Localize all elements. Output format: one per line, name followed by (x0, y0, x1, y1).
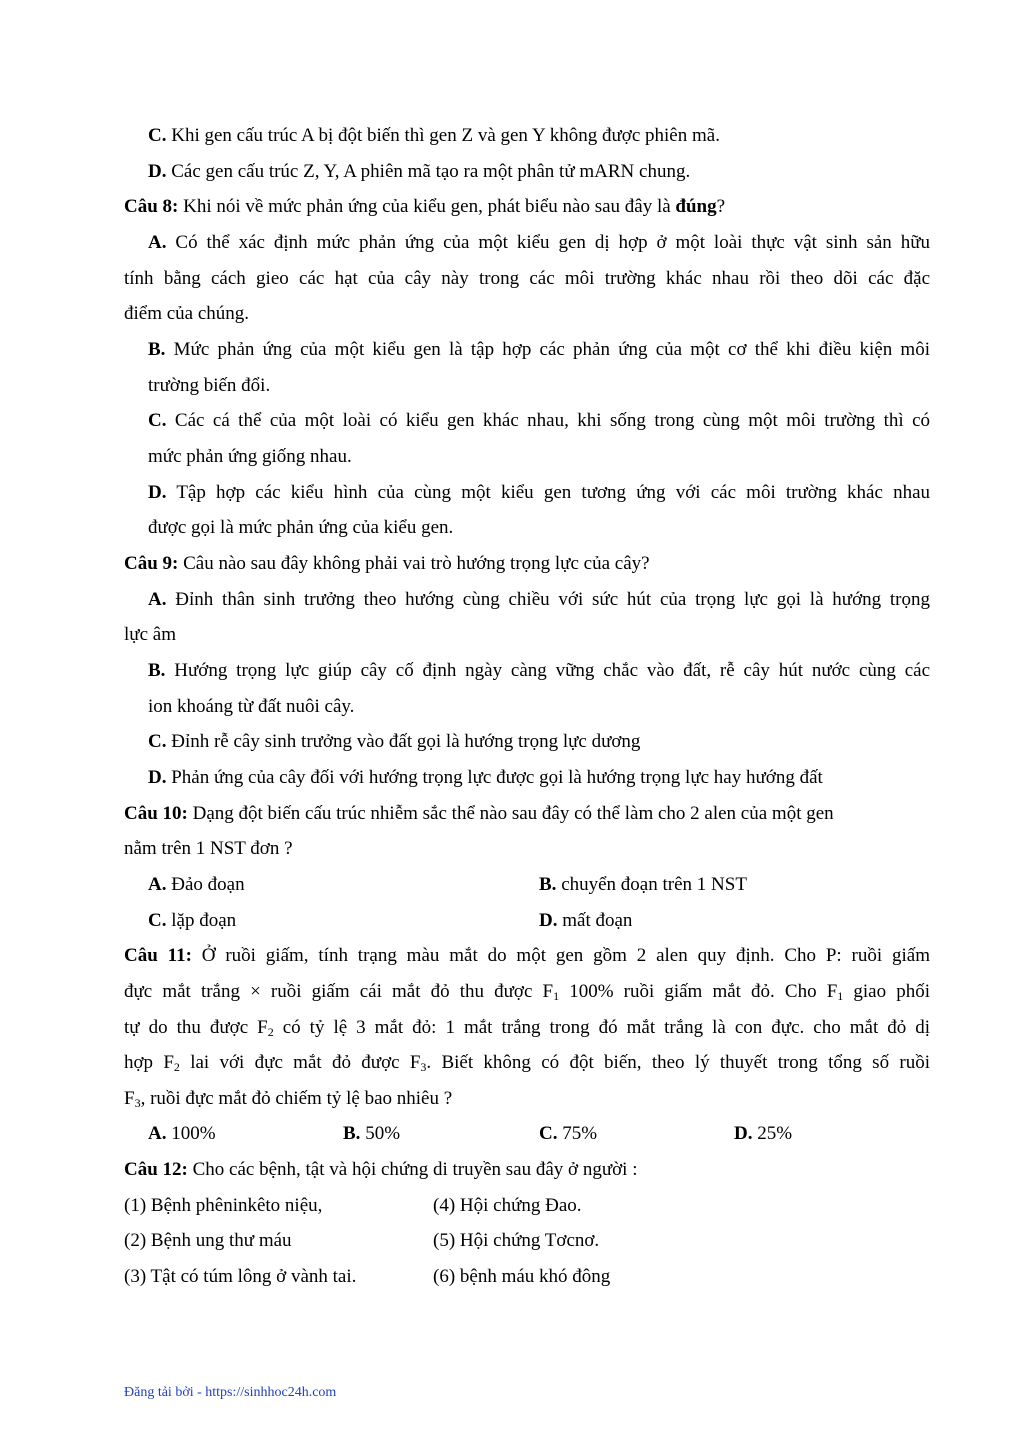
q9-option-a-line2: lực âm (124, 624, 176, 645)
q7-option-d (148, 154, 930, 190)
q10-stem-line1 (124, 796, 930, 832)
q8-option-a-line2: tính bằng cách gieo các hạt của cây này trong các môi trường khác nhau rồi theo dõi các đặc (124, 268, 930, 289)
q8-stem: Câu 8: Khi nói về mức phản ứng của kiểu gen, phát biểu nào sau đây là đúng? (124, 196, 726, 217)
q9-option-c: C. Đỉnh rễ cây sinh trưởng vào đất gọi là hướng trọng lực dương (148, 731, 641, 752)
option-label: C. (539, 1123, 558, 1144)
q11-option-d: D. 25% (734, 1123, 793, 1144)
q11-option-c: C. 75% (539, 1123, 598, 1144)
q8-option-a-line1: A. Có thể xác định mức phản ứng của một kiểu gen dị hợp ở một loài thực vật sinh sản hữu (148, 232, 931, 253)
q10-option-b: B. chuyển đoạn trên 1 NST (539, 874, 747, 895)
option-label: A. (148, 874, 167, 895)
q9-option-d: D. Phản ứng của cây đối với hướng trọng lực được gọi là hướng trọng lực hay hướng đất (148, 767, 823, 788)
list-item: (6) bệnh máu khó đông (433, 1266, 611, 1287)
q8-option-c-line1: C. Các cá thể của một loài có kiểu gen khác nhau, khi sống trong cùng một môi trường thì có (148, 410, 930, 431)
question-label: Câu 12: (124, 1159, 188, 1180)
q8-option-b-line2: trường biến đổi. (148, 375, 271, 396)
question-label: Câu 9: (124, 553, 179, 574)
option-label: A. (148, 232, 167, 253)
q8-option-d-line2: được gọi là mức phản ứng của kiểu gen. (148, 517, 454, 538)
question-text: Khi nói về mức phản ứng của kiểu gen, phát biểu nào sau đây là (183, 196, 676, 217)
q10-option-a: A. Đảo đoạn (148, 874, 245, 895)
q9-option-b-line1: B. Hướng trọng lực giúp cây cố định ngày càng vững chắc vào đất, rễ cây hút nước cùng các (148, 660, 931, 681)
q10-option-c: C. lặp đoạn (148, 910, 237, 931)
q10-option-d: D. mất đoạn (539, 910, 633, 931)
option-label: B. (343, 1123, 361, 1144)
footer-source-link[interactable]: Đăng tải bởi - https://sinhhoc24h.com (124, 1385, 337, 1400)
q8-option-b-line1: B. Mức phản ứng của một kiểu gen là tập hợp các phản ứng của một cơ thể khi điều kiện môi (148, 339, 930, 360)
list-item: (2) Bệnh ung thư máu (124, 1230, 292, 1251)
option-text: Các gen cấu trúc Z, Y, A phiên mã tạo ra một phân tử mARN chung. (171, 161, 691, 182)
q11-stem-line1: Câu 11: Ở ruồi giấm, tính trạng màu mắt do một gen gồm 2 alen quy định. Cho P: ruồi giấm (124, 945, 930, 966)
q12-stem (124, 1152, 930, 1188)
option-label: B. (148, 660, 166, 681)
question-label: Câu 10: (124, 803, 188, 824)
q8-option-a-line3: điểm của chúng. (124, 303, 250, 324)
question-text: Cho các bệnh, tật và hội chứng di truyền sau đây ở người : (192, 1159, 638, 1180)
q11-option-b: B. 50% (343, 1123, 401, 1144)
question-emphasis: đúng (675, 196, 717, 217)
option-label: C. (148, 731, 167, 752)
question-label: Câu 8: (124, 196, 179, 217)
list-item: (1) Bệnh phêninkêto niệu, (124, 1195, 323, 1216)
option-label: B. (148, 339, 166, 360)
option-label: A. (148, 1123, 167, 1144)
option-text: Khi gen cấu trúc A bị đột biến thì gen Z và gen Y không được phiên mã. (171, 125, 720, 146)
option-label: D. (148, 161, 167, 182)
q11-stem-line3: tự do thu được $F_2$ có tỷ lệ 3 mắt đỏ: 1 mắt trắng trong đó mắt trắng là con đực. cho mắt đỏ dị (124, 1017, 931, 1039)
option-label: D. (148, 482, 167, 503)
q9-stem (124, 546, 930, 582)
q9-option-b-line2: ion khoáng từ đất nuôi cây. (148, 696, 355, 717)
q11-option-a: A. 100% (148, 1123, 216, 1144)
option-label: C. (148, 125, 167, 146)
q7-option-c (148, 118, 930, 154)
question-text: Dạng đột biến cấu trúc nhiễm sắc thể nào sau đây có thể làm cho 2 alen của một gen (192, 803, 834, 824)
q11-stem-line5: $F_3$, ruồi đực mắt đỏ chiếm tỷ lệ bao nhiêu ? (124, 1088, 453, 1110)
option-label: B. (539, 874, 557, 895)
q8-option-d-line1: D. Tập hợp các kiểu hình của cùng một kiểu gen tương ứng với các môi trường khác nhau (148, 482, 930, 503)
option-label: D. (734, 1123, 753, 1144)
q10-stem-line2: nằm trên 1 NST đơn ? (124, 838, 293, 859)
q9-option-a-line1: A. Đỉnh thân sinh trưởng theo hướng cùng chiều với sức hút của trọng lực gọi là hướng trọng (148, 589, 931, 610)
question-label: Câu 11: (124, 945, 192, 966)
list-item: (3) Tật có túm lông ở vành tai. (124, 1266, 357, 1287)
list-item: (5) Hội chứng Tơcnơ. (433, 1230, 600, 1251)
option-label: D. (539, 910, 558, 931)
question-text: Câu nào sau đây không phải vai trò hướng trọng lực của cây? (183, 553, 650, 574)
option-label: C. (148, 910, 167, 931)
option-label: D. (148, 767, 167, 788)
list-item: (4) Hội chứng Đao. (433, 1195, 582, 1216)
option-label: A. (148, 589, 167, 610)
q11-stem-line4: hợp $F_2$ lai với đực mắt đỏ được $F_3$. Biết không có đột biến, theo lý thuyết trong tổng số ruồi (124, 1052, 930, 1074)
q11-stem-line2: đực mắt trắng × ruồi giấm cái mắt đỏ thu được $F_1$ 100% ruồi giấm mắt đỏ. Cho $F_1$ giao phối (124, 981, 930, 1003)
option-label: C. (148, 410, 167, 431)
q8-option-c-line2: mức phản ứng giống nhau. (148, 446, 352, 467)
